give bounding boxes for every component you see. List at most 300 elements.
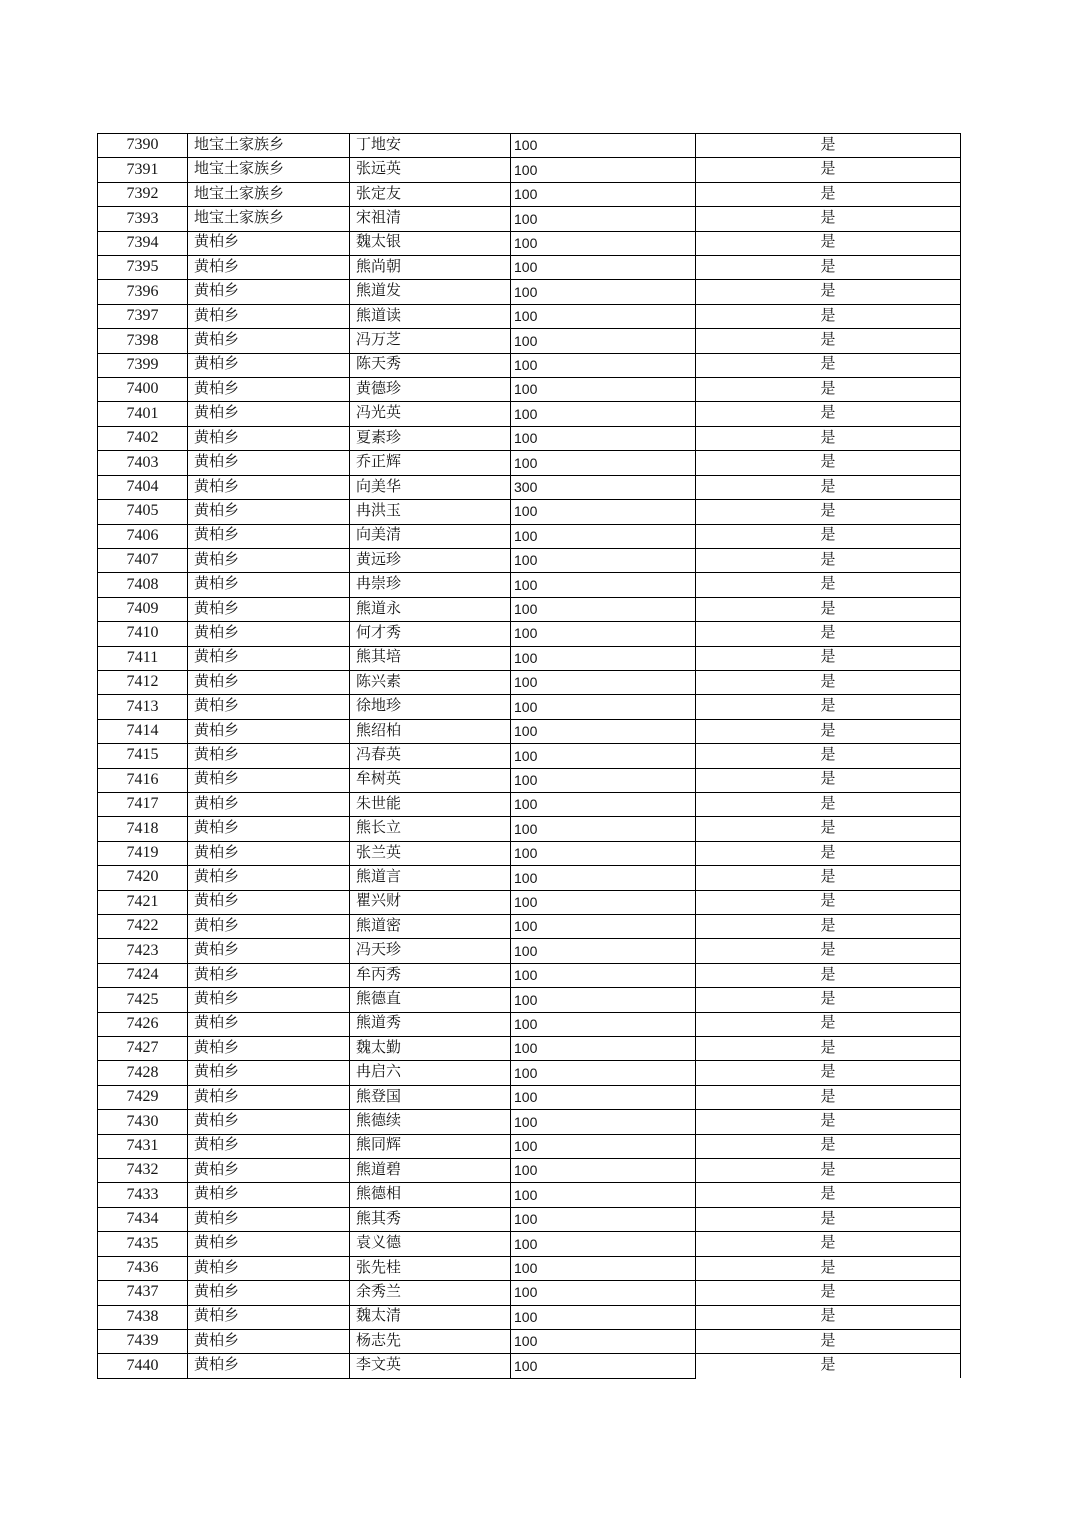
cell-confirmed-flag: 是 [696,426,961,450]
cell-township: 黄柏乡 [188,719,350,743]
cell-serial-number: 7405 [98,500,188,524]
table-row [98,231,961,255]
cell-confirmed-flag: 是 [696,841,961,865]
table-row [98,719,961,743]
cell-confirmed-flag: 是 [696,1281,961,1305]
cell-amount: 100 [511,353,696,377]
cell-serial-number: 7417 [98,792,188,816]
cell-amount: 100 [511,426,696,450]
cell-serial-number: 7420 [98,866,188,890]
cell-serial-number: 7392 [98,182,188,206]
cell-amount: 100 [511,402,696,426]
cell-amount: 100 [511,231,696,255]
cell-confirmed-flag: 是 [696,304,961,328]
table-row [98,817,961,841]
cell-township: 黄柏乡 [188,1159,350,1183]
cell-serial-number: 7396 [98,280,188,304]
cell-amount: 100 [511,1256,696,1280]
cell-serial-number: 7428 [98,1061,188,1085]
cell-serial-number: 7436 [98,1256,188,1280]
cell-township: 黄柏乡 [188,866,350,890]
table-row [98,695,961,719]
cell-amount: 100 [511,719,696,743]
cell-township: 黄柏乡 [188,597,350,621]
cell-confirmed-flag: 是 [696,597,961,621]
table-row [98,1281,961,1305]
cell-confirmed-flag: 是 [696,1134,961,1158]
table-row [98,402,961,426]
cell-confirmed-flag: 是 [696,1037,961,1061]
table-row [98,1305,961,1329]
cell-confirmed-flag: 是 [696,963,961,987]
cell-confirmed-flag: 是 [696,1012,961,1036]
beneficiary-table [97,133,961,1379]
cell-township: 黄柏乡 [188,1110,350,1134]
cell-amount: 100 [511,1354,696,1378]
cell-serial-number: 7435 [98,1232,188,1256]
cell-person-name: 熊道发 [350,280,511,304]
cell-amount: 100 [511,988,696,1012]
cell-amount: 100 [511,622,696,646]
cell-serial-number: 7402 [98,426,188,450]
table-row [98,378,961,402]
table-row [98,500,961,524]
cell-amount: 100 [511,524,696,548]
table-row [98,963,961,987]
cell-confirmed-flag: 是 [696,402,961,426]
cell-confirmed-flag: 是 [696,451,961,475]
cell-person-name: 袁义德 [350,1232,511,1256]
cell-township: 黄柏乡 [188,646,350,670]
cell-person-name: 张兰英 [350,841,511,865]
cell-serial-number: 7424 [98,963,188,987]
cell-amount: 100 [511,1061,696,1085]
cell-amount: 100 [511,1232,696,1256]
cell-serial-number: 7393 [98,207,188,231]
table-row [98,573,961,597]
cell-township: 黄柏乡 [188,988,350,1012]
cell-township: 黄柏乡 [188,622,350,646]
table-row [98,866,961,890]
cell-township: 黄柏乡 [188,1232,350,1256]
table-body [98,134,961,1379]
cell-township: 黄柏乡 [188,744,350,768]
table-row [98,988,961,1012]
cell-confirmed-flag: 是 [696,158,961,182]
cell-confirmed-flag: 是 [696,1207,961,1231]
table-row [98,207,961,231]
cell-serial-number: 7438 [98,1305,188,1329]
cell-person-name: 熊德续 [350,1110,511,1134]
table-row [98,1159,961,1183]
table-row [98,158,961,182]
cell-serial-number: 7412 [98,670,188,694]
cell-person-name: 熊德直 [350,988,511,1012]
cell-person-name: 熊道密 [350,915,511,939]
cell-confirmed-flag: 是 [696,792,961,816]
cell-township: 黄柏乡 [188,1061,350,1085]
cell-township: 黄柏乡 [188,573,350,597]
cell-amount: 100 [511,1183,696,1207]
cell-serial-number: 7437 [98,1281,188,1305]
table-row [98,890,961,914]
cell-serial-number: 7400 [98,378,188,402]
cell-confirmed-flag: 是 [696,378,961,402]
cell-amount: 100 [511,695,696,719]
table-row [98,426,961,450]
cell-amount: 100 [511,817,696,841]
cell-township: 黄柏乡 [188,256,350,280]
cell-serial-number: 7413 [98,695,188,719]
cell-person-name: 熊道秀 [350,1012,511,1036]
cell-person-name: 杨志先 [350,1329,511,1353]
cell-township: 黄柏乡 [188,402,350,426]
cell-township: 地宝土家族乡 [188,158,350,182]
cell-amount: 100 [511,792,696,816]
cell-person-name: 冯天珍 [350,939,511,963]
table-row [98,744,961,768]
cell-serial-number: 7430 [98,1110,188,1134]
cell-amount: 100 [511,500,696,524]
cell-person-name: 宋祖清 [350,207,511,231]
cell-township: 黄柏乡 [188,1329,350,1353]
cell-confirmed-flag: 是 [696,1159,961,1183]
cell-person-name: 熊德相 [350,1183,511,1207]
cell-confirmed-flag: 是 [696,866,961,890]
table-row [98,670,961,694]
cell-serial-number: 7399 [98,353,188,377]
cell-person-name: 熊道永 [350,597,511,621]
cell-township: 黄柏乡 [188,500,350,524]
table-row [98,841,961,865]
cell-serial-number: 7407 [98,548,188,572]
table-row [98,304,961,328]
cell-confirmed-flag: 是 [696,939,961,963]
cell-person-name: 熊同辉 [350,1134,511,1158]
table-row [98,329,961,353]
table-row [98,1256,961,1280]
cell-amount: 100 [511,548,696,572]
cell-confirmed-flag: 是 [696,1329,961,1353]
cell-person-name: 魏太银 [350,231,511,255]
cell-confirmed-flag: 是 [696,280,961,304]
cell-confirmed-flag: 是 [696,329,961,353]
cell-serial-number: 7423 [98,939,188,963]
cell-serial-number: 7425 [98,988,188,1012]
table-row [98,792,961,816]
cell-person-name: 魏太勤 [350,1037,511,1061]
cell-person-name: 余秀兰 [350,1281,511,1305]
cell-township: 黄柏乡 [188,1183,350,1207]
cell-township: 地宝土家族乡 [188,134,350,158]
cell-person-name: 冉启六 [350,1061,511,1085]
cell-person-name: 牟丙秀 [350,963,511,987]
cell-township: 黄柏乡 [188,1305,350,1329]
table-row [98,256,961,280]
cell-confirmed-flag: 是 [696,1061,961,1085]
cell-confirmed-flag: 是 [696,1354,961,1378]
cell-confirmed-flag: 是 [696,817,961,841]
cell-person-name: 熊道碧 [350,1159,511,1183]
cell-serial-number: 7422 [98,915,188,939]
table-row [98,1354,961,1378]
cell-confirmed-flag: 是 [696,670,961,694]
cell-person-name: 张先桂 [350,1256,511,1280]
cell-confirmed-flag: 是 [696,1085,961,1109]
cell-amount: 100 [511,1159,696,1183]
cell-amount: 100 [511,134,696,158]
cell-township: 黄柏乡 [188,329,350,353]
cell-person-name: 徐地珍 [350,695,511,719]
cell-township: 黄柏乡 [188,792,350,816]
cell-amount: 100 [511,744,696,768]
cell-confirmed-flag: 是 [696,524,961,548]
cell-amount: 300 [511,475,696,499]
cell-person-name: 冯光英 [350,402,511,426]
cell-amount: 100 [511,939,696,963]
cell-person-name: 熊其秀 [350,1207,511,1231]
cell-confirmed-flag: 是 [696,256,961,280]
cell-confirmed-flag: 是 [696,573,961,597]
cell-amount: 100 [511,182,696,206]
cell-person-name: 熊尚朝 [350,256,511,280]
table-row [98,353,961,377]
cell-person-name: 熊长立 [350,817,511,841]
table-row [98,1061,961,1085]
table-row [98,1329,961,1353]
cell-confirmed-flag: 是 [696,744,961,768]
cell-confirmed-flag: 是 [696,1256,961,1280]
cell-person-name: 向美华 [350,475,511,499]
cell-township: 黄柏乡 [188,1256,350,1280]
cell-township: 黄柏乡 [188,378,350,402]
table-row [98,451,961,475]
cell-serial-number: 7398 [98,329,188,353]
table-row [98,134,961,158]
cell-amount: 100 [511,1305,696,1329]
cell-person-name: 黄德珍 [350,378,511,402]
cell-township: 黄柏乡 [188,548,350,572]
cell-confirmed-flag: 是 [696,1183,961,1207]
cell-confirmed-flag: 是 [696,768,961,792]
cell-serial-number: 7408 [98,573,188,597]
cell-person-name: 夏素珍 [350,426,511,450]
cell-confirmed-flag: 是 [696,207,961,231]
cell-person-name: 李文英 [350,1354,511,1378]
cell-serial-number: 7427 [98,1037,188,1061]
cell-amount: 100 [511,890,696,914]
cell-person-name: 朱世能 [350,792,511,816]
cell-person-name: 张远英 [350,158,511,182]
cell-person-name: 陈天秀 [350,353,511,377]
cell-confirmed-flag: 是 [696,695,961,719]
cell-person-name: 冉洪玉 [350,500,511,524]
cell-confirmed-flag: 是 [696,1232,961,1256]
cell-township: 黄柏乡 [188,915,350,939]
cell-person-name: 熊其培 [350,646,511,670]
cell-township: 黄柏乡 [188,1281,350,1305]
cell-confirmed-flag: 是 [696,353,961,377]
cell-serial-number: 7426 [98,1012,188,1036]
cell-serial-number: 7439 [98,1329,188,1353]
cell-amount: 100 [511,158,696,182]
cell-township: 黄柏乡 [188,280,350,304]
cell-person-name: 黄远珍 [350,548,511,572]
cell-serial-number: 7394 [98,231,188,255]
table-row [98,1183,961,1207]
cell-township: 黄柏乡 [188,231,350,255]
cell-township: 黄柏乡 [188,1085,350,1109]
cell-person-name: 向美清 [350,524,511,548]
table-row [98,1232,961,1256]
cell-amount: 100 [511,207,696,231]
table-row [98,1207,961,1231]
table-row [98,1012,961,1036]
cell-township: 黄柏乡 [188,1012,350,1036]
cell-township: 黄柏乡 [188,963,350,987]
cell-serial-number: 7421 [98,890,188,914]
cell-township: 黄柏乡 [188,841,350,865]
cell-amount: 100 [511,1134,696,1158]
cell-person-name: 丁地安 [350,134,511,158]
cell-person-name: 熊登国 [350,1085,511,1109]
cell-township: 黄柏乡 [188,1354,350,1378]
cell-township: 黄柏乡 [188,670,350,694]
cell-amount: 100 [511,1110,696,1134]
table-row [98,182,961,206]
cell-township: 黄柏乡 [188,524,350,548]
cell-amount: 100 [511,915,696,939]
table-row [98,1134,961,1158]
cell-person-name: 陈兴素 [350,670,511,694]
cell-confirmed-flag: 是 [696,1110,961,1134]
cell-serial-number: 7401 [98,402,188,426]
cell-serial-number: 7409 [98,597,188,621]
cell-confirmed-flag: 是 [696,134,961,158]
cell-confirmed-flag: 是 [696,1305,961,1329]
cell-confirmed-flag: 是 [696,231,961,255]
cell-serial-number: 7440 [98,1354,188,1378]
table-row [98,280,961,304]
cell-amount: 100 [511,256,696,280]
cell-township: 黄柏乡 [188,451,350,475]
cell-serial-number: 7434 [98,1207,188,1231]
cell-serial-number: 7397 [98,304,188,328]
cell-township: 黄柏乡 [188,304,350,328]
cell-person-name: 何才秀 [350,622,511,646]
cell-amount: 100 [511,768,696,792]
cell-amount: 100 [511,646,696,670]
cell-serial-number: 7415 [98,744,188,768]
cell-confirmed-flag: 是 [696,548,961,572]
cell-amount: 100 [511,597,696,621]
cell-serial-number: 7411 [98,646,188,670]
cell-confirmed-flag: 是 [696,182,961,206]
cell-person-name: 魏太清 [350,1305,511,1329]
table-row [98,548,961,572]
cell-confirmed-flag: 是 [696,475,961,499]
cell-amount: 100 [511,573,696,597]
cell-amount: 100 [511,1037,696,1061]
cell-amount: 100 [511,841,696,865]
cell-amount: 100 [511,963,696,987]
cell-serial-number: 7419 [98,841,188,865]
cell-person-name: 冉崇珍 [350,573,511,597]
cell-serial-number: 7406 [98,524,188,548]
table-row [98,915,961,939]
cell-serial-number: 7432 [98,1159,188,1183]
table-row [98,622,961,646]
cell-confirmed-flag: 是 [696,915,961,939]
cell-amount: 100 [511,670,696,694]
cell-township: 黄柏乡 [188,1037,350,1061]
table-row [98,475,961,499]
cell-amount: 100 [511,280,696,304]
cell-serial-number: 7433 [98,1183,188,1207]
cell-serial-number: 7410 [98,622,188,646]
cell-serial-number: 7416 [98,768,188,792]
cell-person-name: 乔正辉 [350,451,511,475]
table-row [98,1085,961,1109]
cell-person-name: 牟树英 [350,768,511,792]
cell-serial-number: 7395 [98,256,188,280]
cell-person-name: 熊道言 [350,866,511,890]
cell-township: 地宝土家族乡 [188,207,350,231]
cell-confirmed-flag: 是 [696,622,961,646]
cell-township: 黄柏乡 [188,475,350,499]
cell-township: 黄柏乡 [188,890,350,914]
cell-serial-number: 7429 [98,1085,188,1109]
table-row [98,597,961,621]
cell-serial-number: 7431 [98,1134,188,1158]
cell-serial-number: 7403 [98,451,188,475]
cell-township: 黄柏乡 [188,1207,350,1231]
table-row [98,768,961,792]
table-row [98,524,961,548]
cell-township: 黄柏乡 [188,817,350,841]
cell-confirmed-flag: 是 [696,890,961,914]
cell-amount: 100 [511,1207,696,1231]
cell-person-name: 冯万芝 [350,329,511,353]
cell-township: 黄柏乡 [188,426,350,450]
cell-amount: 100 [511,866,696,890]
cell-township: 黄柏乡 [188,695,350,719]
cell-township: 黄柏乡 [188,939,350,963]
table-row [98,646,961,670]
cell-confirmed-flag: 是 [696,988,961,1012]
cell-person-name: 张定友 [350,182,511,206]
cell-amount: 100 [511,451,696,475]
cell-serial-number: 7404 [98,475,188,499]
cell-person-name: 熊绍柏 [350,719,511,743]
table-row [98,939,961,963]
cell-township: 黄柏乡 [188,768,350,792]
cell-person-name: 熊道读 [350,304,511,328]
cell-amount: 100 [511,304,696,328]
cell-serial-number: 7390 [98,134,188,158]
table-row [98,1037,961,1061]
cell-township: 黄柏乡 [188,1134,350,1158]
cell-confirmed-flag: 是 [696,500,961,524]
cell-person-name: 冯春英 [350,744,511,768]
cell-serial-number: 7418 [98,817,188,841]
cell-serial-number: 7391 [98,158,188,182]
cell-confirmed-flag: 是 [696,719,961,743]
cell-amount: 100 [511,329,696,353]
cell-amount: 100 [511,1012,696,1036]
cell-amount: 100 [511,1329,696,1353]
cell-confirmed-flag: 是 [696,646,961,670]
